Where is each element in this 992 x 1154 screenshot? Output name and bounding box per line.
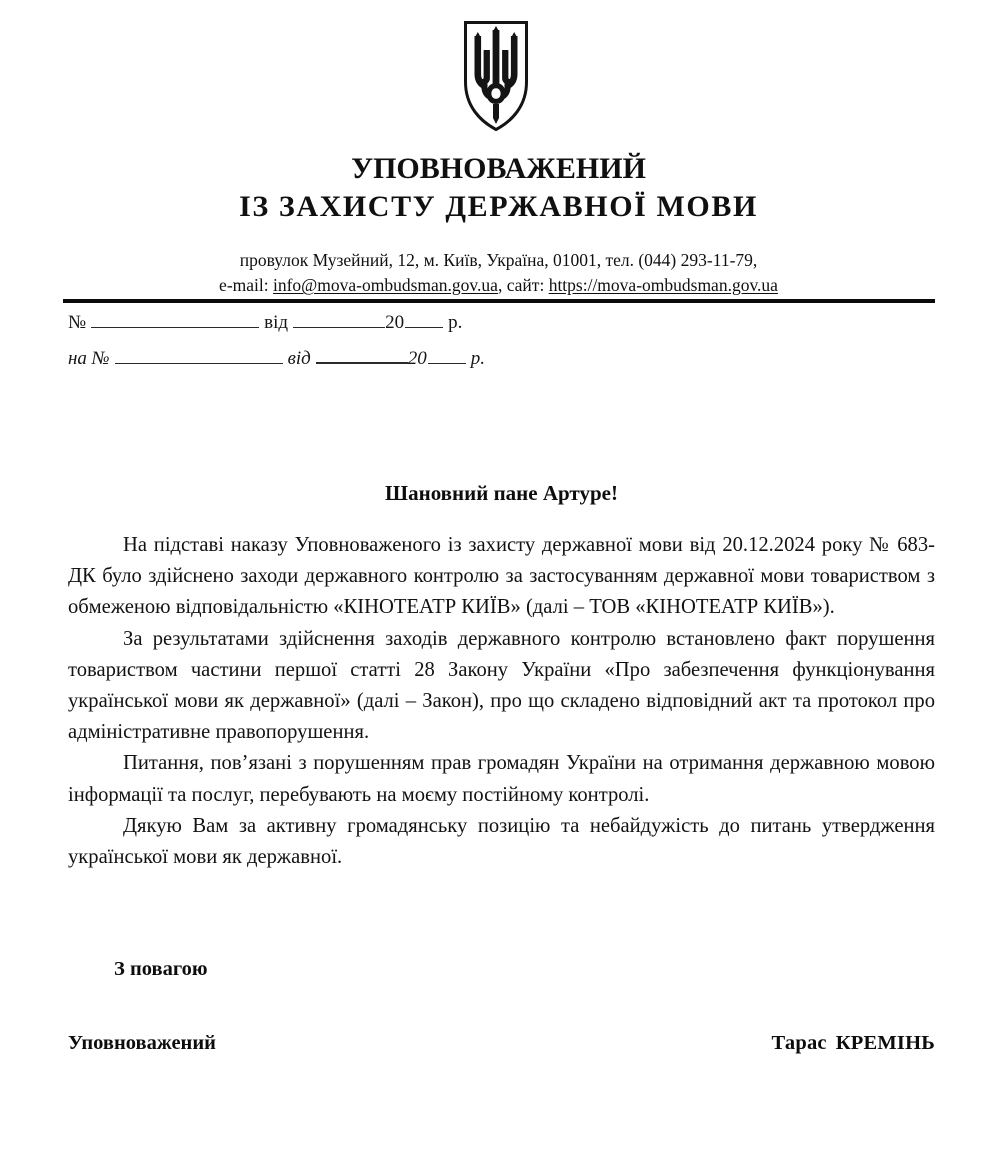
ukraine-tryzub-icon <box>463 20 529 132</box>
signature-block <box>68 1032 935 1055</box>
incoming-year-suffix: р. <box>470 348 485 369</box>
email-label: e-mail: <box>219 275 273 295</box>
incoming-year-prefix: 20 <box>407 348 427 369</box>
incoming-year-blank[interactable] <box>428 350 466 364</box>
incoming-reference-row <box>68 348 538 384</box>
outgoing-year-suffix: р. <box>448 312 463 333</box>
outgoing-reference-row <box>68 312 538 348</box>
regards-line: З повагою <box>114 958 208 980</box>
org-title-line-1: УПОВНОВАЖЕНИЙ <box>351 152 646 185</box>
incoming-date-label: від <box>287 348 311 369</box>
outgoing-date-label: від <box>264 312 289 333</box>
signer-last-name: КРЕМІНЬ <box>835 1032 935 1054</box>
body-paragraph-4: Дякую Вам за активну громадянську позицію та небайдужість до питань утвердження української мови як державної. <box>68 814 935 869</box>
body-paragraph-2: За результатами здійснення заходів державного контролю встановлено факт порушення товариством частини першої статті 28 Закону України «Про забезпечення функціонування української мови як державної» (далі – Закон), про що складено відповідний акт та протокол про адміністративне правопорушення. <box>68 627 935 744</box>
letter-body <box>68 478 935 873</box>
letterhead-contacts <box>62 248 935 298</box>
contact-email-line <box>62 273 935 298</box>
coat-of-arms-container <box>0 20 992 137</box>
signer-first-name: Тарас <box>771 1032 827 1054</box>
incoming-number-label: на № <box>68 348 110 369</box>
incoming-date-blank[interactable] <box>316 350 408 364</box>
outgoing-number-label: № <box>68 312 87 333</box>
closing-block <box>68 955 935 983</box>
body-paragraph-3: Питання, пов’язані з порушенням прав громадян України на отримання державною мовою інформації та послуг, перебувають на моєму постійному контролі. <box>68 752 935 806</box>
letterhead-divider <box>63 299 935 303</box>
signer-name <box>772 1032 935 1055</box>
org-title-line-2: ІЗ ЗАХИСТУ ДЕРЖАВНОЇ МОВИ <box>239 190 758 223</box>
signer-title: Уповноважений <box>68 1032 216 1054</box>
outgoing-year-prefix: 20 <box>385 312 405 333</box>
letterhead <box>62 150 935 226</box>
contact-address-line: провулок Музейний, 12, м. Київ, Україна, 01001, тел. (044) 293-11-79, <box>239 250 758 270</box>
body-paragraph-1: На підставі наказу Уповноваженого із захисту державної мови від 20.12.2024 року № 683-ДК було здійснено заходи державного контролю за застосуванням державної мови товариством з обмеженою відповідальністю «КІНОТЕАТР КИЇВ» (далі – ТОВ «КІНОТЕАТР КИЇВ»). <box>68 534 935 619</box>
website-url[interactable]: https://mova-ombudsman.gov.ua <box>548 275 778 295</box>
reference-number-block <box>68 312 538 384</box>
salutation: Шановний пане Артуре! <box>385 481 618 505</box>
outgoing-year-blank[interactable] <box>405 314 443 328</box>
outgoing-number-blank[interactable] <box>91 314 259 328</box>
incoming-number-blank[interactable] <box>115 350 283 364</box>
outgoing-date-blank[interactable] <box>293 314 385 328</box>
email-address[interactable]: info@mova-ombudsman.gov.ua <box>272 275 498 295</box>
site-label: , сайт: <box>497 275 549 295</box>
